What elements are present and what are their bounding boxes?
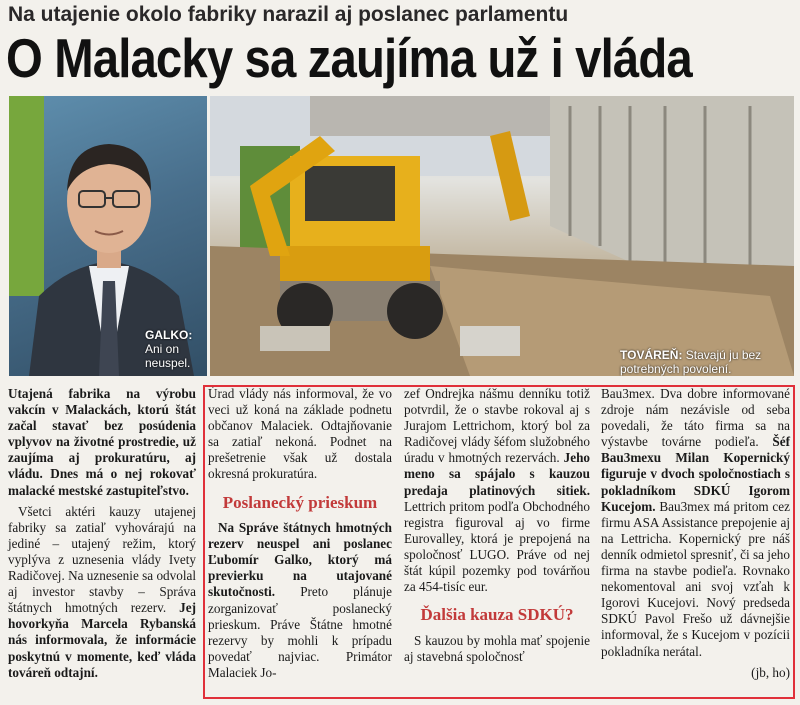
col2-para-bold: Na Správe štátnych hmotných rezerv neuspel ani poslanec Ľubomír Galko, ktorý má previerku na utajované skutočnosti. xyxy=(208,520,392,600)
caption-left-text: Ani on neuspel. xyxy=(145,342,191,370)
col2-para-1: Úrad vlády nás informoval, že vo veci už koná na základe podnetu občanov Malaciek. Odtajňovanie sa zatiaľ nekoná. Podnet na prešetrenie však už dostala okresná prokuratúra. xyxy=(208,386,392,482)
col4-para-c: Bau3mex má pritom cez firmu ASA Assistance prepojenie aj na Lettricha. Kopernický pre náš denník odmietol spresniť, či sa jeho firma na stavbe podieľa. Rovnako nekomentoval ani svoj vzťah k Igorovi Kucejovi. Nový predseda SDKÚ Pavol Frešo už dávnejšie informoval, že s Kucejom v pozícii pokladníka nerátal. xyxy=(601,498,790,659)
column-4 xyxy=(601,386,790,681)
photo-portrait xyxy=(9,96,207,376)
column-3 xyxy=(404,386,590,670)
column-1 xyxy=(8,386,196,686)
col1-para: Všetci aktéri kauzy utajenej fabriky sa zatiaľ vyhovárajú na jediné – utajený režim, ktorý vyplýva z uznesenia vlády Ivety Radičovej. Na uznesenie sa odvolal aj investor stavby – Správa štátnych hmotných rezerv. xyxy=(8,503,196,616)
col3-para-2: S kauzou by mohla mať spojenie aj stavebná spoločnosť xyxy=(404,632,590,664)
caption-right-name: TOVÁREŇ: xyxy=(620,348,683,362)
col3-para-bold: Jeho meno sa spájalo s kauzou predaja platinových sitiek. xyxy=(404,450,590,498)
col2-para-2: Preto plánuje zorganizovať poslanecký prieskum. Práve Štátne hmotné rezervy by mohli k prípadu povedať najviac. Primátor Malaciek Jo- xyxy=(208,584,392,680)
kicker: Na utajenie okolo fabriky narazil aj poslanec parlamentu xyxy=(8,3,569,26)
caption-right-text: Stavajú ju bez potrebných povolení. xyxy=(620,348,762,376)
headline: O Malacky sa zaujíma už i vláda xyxy=(6,27,692,89)
col1-lead: Utajená fabrika na výrobu vakcín v Malackách, ktorú štát začal stavať bez posúdenia vplyvov na životné prostredie, už zaujíma aj prokuratúru, aj vládu. Dnes má o nej rokovať malacké mestské zastupiteľstvo. xyxy=(8,386,196,498)
construction-illustration xyxy=(210,96,794,376)
col1-para-bold: Jej hovorkyňa Marcela Rybanská nás informovala, že informácie poskytnú v momente, keď vláda továreň odtajní. xyxy=(8,600,196,680)
photo-construction xyxy=(210,96,794,376)
subhead-poslanecky-prieskum: Poslanecký prieskum xyxy=(222,492,378,512)
col3-para-a: zef Ondrejka nášmu denníku totiž potvrdil, že o stavbe rokoval aj s Jurajom Lettrichom, ktorý bol za Radičovej vlády šéfom služobného úradu v hmotných rezervách. xyxy=(404,386,590,466)
col4-para-a: Bau3mex. Dva dobre informované zdroje nám nezávisle od seba povedali, že táto firma sa na výstavbe továrne podieľa. xyxy=(601,386,790,450)
col4-para-bold: Šéf Bau3mexu Milan Kopernický figuruje v dvoch spoločnostiach s pokladníkom SDKÚ Igorom Kucejom. xyxy=(601,434,791,514)
subhead-dalsia-kauza: Ďalšia kauza SDKÚ? xyxy=(420,605,574,625)
caption-left-name: GALKO: xyxy=(145,328,193,342)
column-2 xyxy=(208,386,392,686)
col3-para-c: Lettrich pritom podľa Obchodného registra figuroval aj vo firme Eurovalley, ktorá je prepojená na spoločnosť LUGO. Práve od nej štát kúpil pozemky pod továrňou za 454-tisíc eur. xyxy=(404,498,590,595)
signature: (jb, ho) xyxy=(751,664,790,680)
